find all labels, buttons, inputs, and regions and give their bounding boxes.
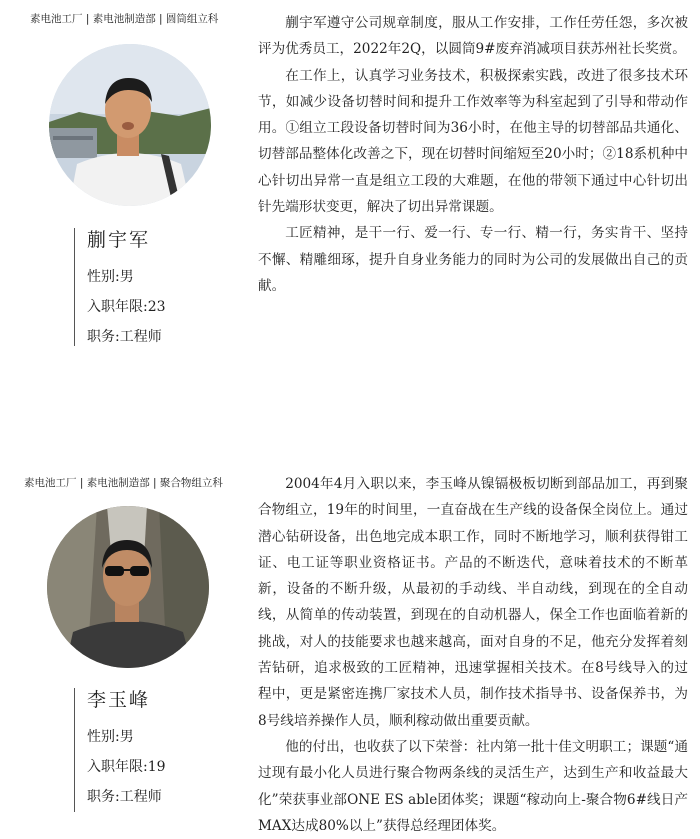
department-label: 素电池工厂 | 素电池制造部 | 圆筒组立科 bbox=[30, 13, 219, 25]
employee-name: 蒯宇军 bbox=[87, 229, 151, 251]
employee-card bbox=[0, 466, 700, 834]
bio-paragraph: 蒯宇军遵守公司规章制度，服从工作安排，工作任劳任怨，多次被评为优秀员工，2022年2Q，以圆筒9#废弃消减项目获苏州社长奖赏。 bbox=[258, 15, 688, 58]
bio-paragraph: 他的付出，也收获了以下荣誉：社内第一批十佳文明职工；课题“通过现有最小化人员进行聚合物两条线的灵活生产，达到生产和收益最大化”荣获事业部ONE ES able团体奖；课题“稼动向上-聚合物6#线日产MAX达成80%以上”获得总经理团体奖。 bbox=[258, 738, 688, 834]
employee-card bbox=[0, 0, 700, 400]
employee-position: 职务:工程师 bbox=[87, 329, 162, 345]
employee-position: 职务:工程师 bbox=[87, 789, 162, 805]
employee-name: 李玉峰 bbox=[87, 689, 151, 711]
employee-photo bbox=[47, 506, 209, 668]
bio-paragraph: 工匠精神，是干一行、爱一行、专一行、精一行，务实肯干、坚持不懈、精雕细琢，提升自身业务能力的同时为公司的发展做出自己的贡献。 bbox=[258, 225, 688, 294]
employee-tenure: 入职年限:23 bbox=[87, 299, 166, 315]
portrait-image bbox=[49, 44, 211, 206]
department-label: 素电池工厂 | 素电池制造部 | 聚合物组立科 bbox=[24, 477, 223, 489]
employee-photo bbox=[49, 44, 211, 206]
employee-bio bbox=[258, 10, 688, 299]
employee-gender: 性别:男 bbox=[87, 729, 134, 745]
employee-bio bbox=[258, 471, 688, 839]
portrait-image bbox=[47, 506, 209, 668]
employee-info bbox=[74, 688, 166, 812]
employee-tenure: 入职年限:19 bbox=[87, 759, 166, 775]
employee-gender: 性别:男 bbox=[87, 269, 134, 285]
employee-info bbox=[74, 228, 166, 346]
bio-paragraph: 在工作上，认真学习业务技术，积极探索实践，改进了很多技术环节，如减少设备切替时间和提升工作效率等为科室起到了引导和带动作用。①组立工段设备切替时间为36小时，在他主导的切替部品共通化、切替部品整体化改善之下，现在切替时间缩短至20小时；②18系机种中心针切出异常一直是组立工段的大难题，在他的带领下通过中心针切出针先端形状变更，解决了切出异常课题。 bbox=[258, 67, 688, 216]
bio-paragraph: 2004年4月入职以来，李玉峰从镍镉极板切断到部品加工，再到聚合物组立，19年的时间里，一直奋战在生产线的设备保全岗位上。通过潜心钻研设备，出色地完成本职工作，同时不断地学习，顺利获得钳工证、电工证等职业资格证书。产品的不断迭代，意味着技术的不断革新，设备的不断升级，从最初的手动线、半自动线，到现在的全自动线，从简单的传动装置，到现在的自动机器人，保全工作也面临着新的挑战，对人的技能要求也越来越高，面对自身的不足，他充分发挥着刻苦钻研，追求极致的工匠精神，迅速掌握相关技术。在8号线导入的过程中，更是紧密连携厂家技术人员，制作技术指导书、设备保养书，为8号线培养操作人员，顺利稼动做出重要贡献。 bbox=[258, 476, 688, 729]
